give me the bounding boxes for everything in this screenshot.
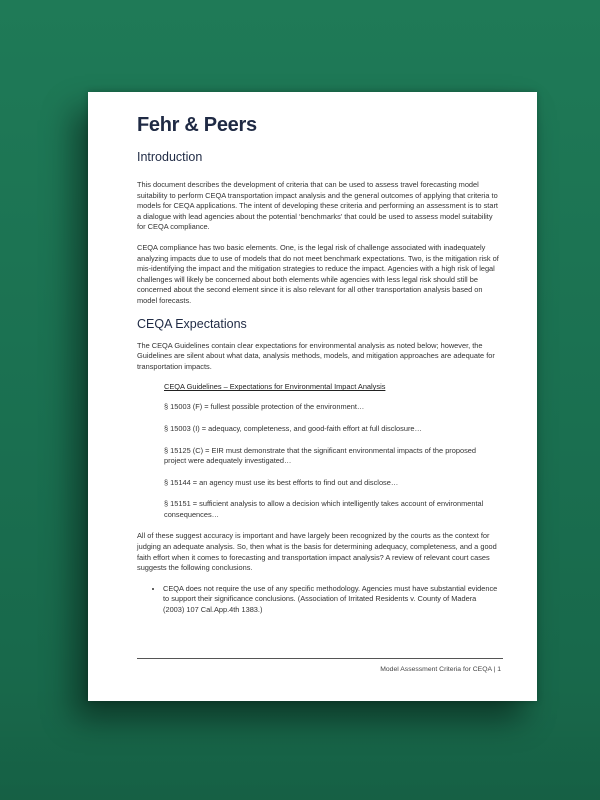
footer-divider xyxy=(137,658,503,659)
guidelines-block xyxy=(164,382,499,520)
guideline-item: § 15003 (F) = fullest possible protection of the environment… xyxy=(164,402,365,412)
conclusions-list xyxy=(137,584,499,616)
guideline-item: § 15125 (C) = EIR must demonstrate that the significant environmental impacts of the proposed project were adequately investigated… xyxy=(164,445,477,466)
ceqa-paragraph-2: All of these suggest accuracy is important and have largely been recognized by the courts as the context for judging an adequate analysis. So, then what is the basis for determining adequacy, completeness, and a good faith effort when it comes to forecasting and transportation impact analysis? A review of relevant court cases suggests the following conclusions. xyxy=(137,531,497,573)
guideline-item: § 15144 = an agency must use its best efforts to find out and disclose… xyxy=(164,477,399,487)
intro-paragraph-2: CEQA compliance has two basic elements. One, is the legal risk of challenge associated with inadequately analyzing impacts due to use of models that do not meet benchmark expectations. Two, is the mitigation risk of mis-identifying the impact and the mitigation strategies to reduce the impact. Agencies with a high risk of legal challenges will likely be concerned about both elements while agencies with less legal risk should still be concerned about the second element since it is also relevant for all other transportation analysis based on model forecasts. xyxy=(137,242,499,305)
page-footer: Model Assessment Criteria for CEQA | 1 xyxy=(380,666,501,673)
guideline-item: § 15151 = sufficient analysis to allow a decision which intelligently takes account of environmental consequences… xyxy=(164,499,484,519)
intro-heading: Introduction xyxy=(137,150,203,164)
guideline-item: § 15003 (I) = adequacy, completeness, and good-faith effort at full disclosure… xyxy=(164,423,422,433)
ceqa-paragraph-1: The CEQA Guidelines contain clear expectations for environmental analysis as noted below; however, the Guidelines are silent about what data, analysis methods, models, and mitigation approaches are adequate for transportation impacts. xyxy=(137,340,495,371)
company-logo: Fehr & Peers xyxy=(137,114,257,136)
document-page xyxy=(88,92,537,701)
intro-paragraph-1: This document describes the development of criteria that can be used to assess travel forecasting model suitability to perform CEQA transportation impact analysis and the general outcomes of applying that criteria to models for CEQA applications. The intent of developing these criteria and performing an assessment is to start a dialogue with lead agencies about the potential ‘benchmarks’ that could be used to assess model suitability for CEQA compliance. xyxy=(137,180,498,232)
guidelines-title: CEQA Guidelines – Expectations for Environmental Impact Analysis xyxy=(164,382,386,392)
page-content xyxy=(137,150,499,616)
ceqa-heading: CEQA Expectations xyxy=(137,316,247,331)
list-item: • CEQA does not require the use of any specific methodology. Agencies must have substantial evidence to support their significance conclusions. (Association of Irritated Residents v. County of Madera (2003) 107 Cal.App.4th 1383.) xyxy=(163,584,499,616)
